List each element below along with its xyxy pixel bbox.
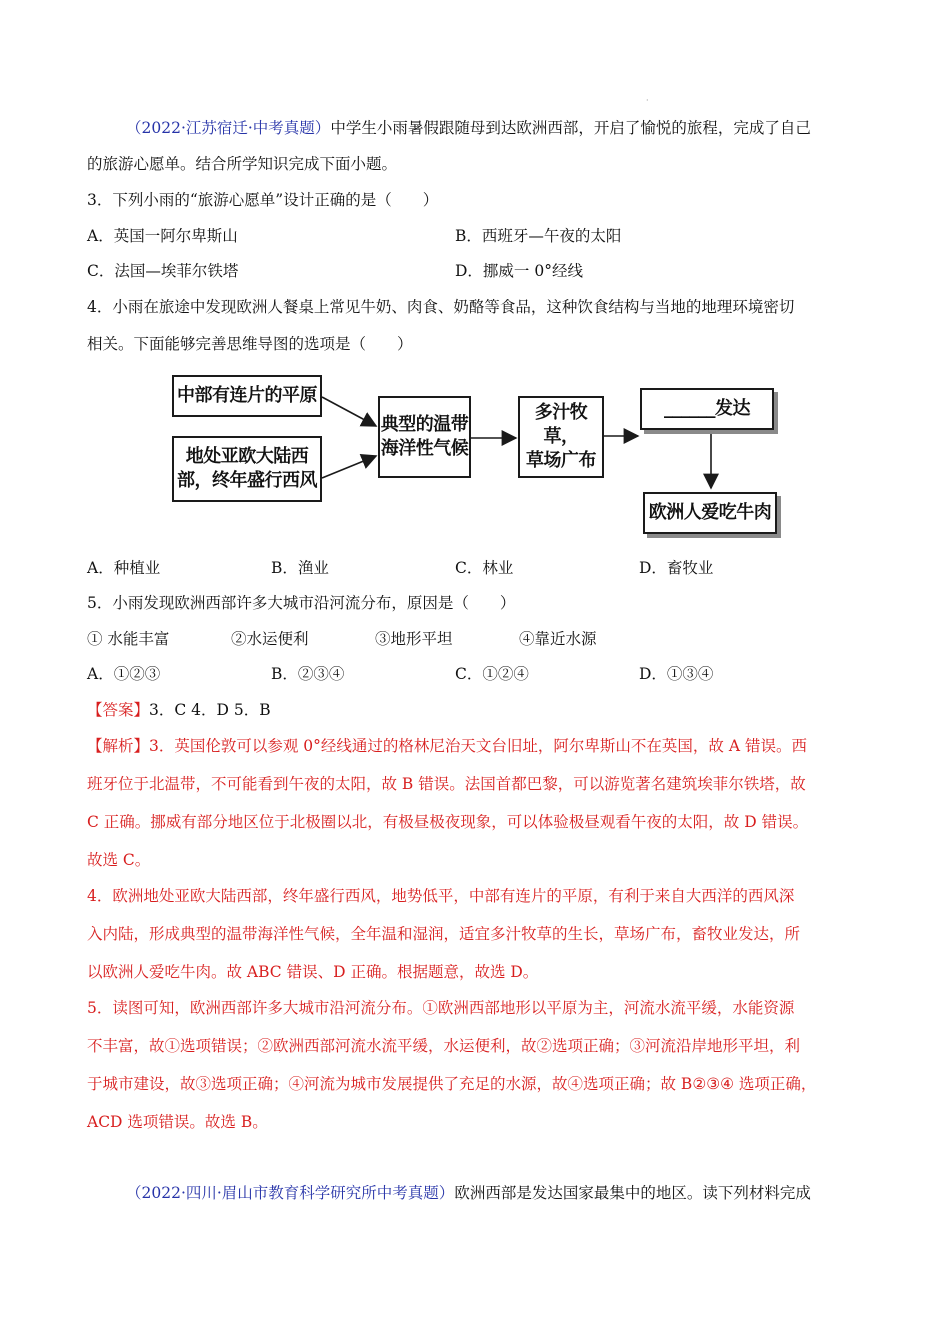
q5-option-d: D．①③④: [639, 665, 714, 683]
analysis-label: 【解析】: [87, 737, 150, 755]
box-climate-line1: 典型的温带: [380, 414, 469, 435]
analysis-line-10: 于城市建设，故③选项正确；④河流为城市发展提供了充足的水源，故④选项正确；故 B②③④ 选项正确，: [87, 1075, 817, 1093]
q3-option-a: A．英国一阿尔卑斯山: [87, 227, 238, 245]
q4-option-c: C．林业: [455, 559, 514, 577]
analysis-line-9: 不丰富，故①选项错误；②欧洲西部河流水流平缓，水运便利，故②选项正确；③河流沿岸地形平坦，利: [87, 1037, 801, 1055]
analysis-line-7: 以欧洲人爱吃牛肉。故 ABC 错误、D 正确。根据题意，故选 D。: [87, 963, 539, 981]
stray-dot: ·: [646, 96, 649, 105]
answer-line: [87, 699, 271, 721]
q5-option-a: A．①②③: [87, 665, 161, 683]
box-west-line2: 部，终年盛行西风: [177, 470, 317, 491]
diagram-arrows: [0, 0, 950, 560]
box-climate-line2: 海洋性气候: [380, 438, 469, 459]
q5-stem: 5．小雨发现欧洲西部许多大城市沿河流分布，原因是（ ）: [87, 594, 516, 612]
q5-option-b: B．②③④: [271, 665, 345, 683]
analysis-line-2: 班牙位于北温带，不可能看到午夜的太阳，故 B 错误。法国首都巴黎，可以游览著名建筑埃菲尔铁塔，故: [87, 775, 806, 793]
q5-item-4: ④靠近水源: [519, 630, 597, 648]
analysis-line-4: 故选 C。: [87, 851, 151, 869]
answer-text: 3．C 4．D 5．B: [149, 701, 271, 719]
intro2-line: [126, 1182, 811, 1204]
box-blank: ______发达: [640, 388, 774, 430]
q4-stem-line1: 4．小雨在旅途中发现欧洲人餐桌上常见牛奶、肉食、奶酪等食品，这种饮食结构与当地的地理环境密切: [87, 298, 795, 316]
q4-option-d: D．畜牧业: [639, 559, 714, 577]
box-beef: 欧洲人爱吃牛肉: [643, 492, 777, 534]
arrow-west-to-climate: [322, 456, 376, 478]
q4-stem-line2: 相关。下面能够完善思维导图的选项是（ ）: [87, 335, 413, 353]
analysis-line-8: 5．读图可知，欧洲西部许多大城市沿河流分布。①欧洲西部地形以平原为主，河流水流平缓，水能资源: [87, 999, 795, 1017]
q5-option-c: C．①②④: [455, 665, 529, 683]
analysis-line-5: 4．欧洲地处亚欧大陆西部，终年盛行西风，地势低平，中部有连片的平原，有利于来自大西洋的西风深: [87, 887, 795, 905]
box-climate: [378, 396, 471, 478]
intro1-text-line1: 中学生小雨暑假跟随母到达欧洲西部，开启了愉悦的旅程，完成了自己: [330, 119, 811, 137]
intro2-text: 欧洲西部是发达国家最集中的地区。读下列材料完成: [454, 1184, 811, 1202]
analysis-line-1: [87, 735, 807, 757]
q5-item-1: ① 水能丰富: [87, 630, 170, 648]
box-plain: 中部有连片的平原: [172, 375, 322, 417]
intro2-source: （2022·四川·眉山市教育科学研究所中考真题）: [126, 1184, 455, 1202]
q5-item-2: ②水运便利: [231, 630, 309, 648]
arrow-plain-to-climate: [322, 397, 376, 426]
q3-option-d: D．挪威一 0°经线: [455, 262, 583, 280]
box-west: [172, 436, 322, 502]
q5-item-3: ③地形平坦: [375, 630, 453, 648]
q3-stem: 3．下列小雨的“旅游心愿单”设计正确的是（ ）: [87, 191, 439, 209]
box-grass-line1: 多汁牧草，: [534, 402, 588, 447]
intro1-source: （2022·江苏宿迁·中考真题）: [126, 119, 331, 137]
q4-option-a: A．种植业: [87, 559, 161, 577]
box-west-line1: 地处亚欧大陆西: [185, 446, 309, 467]
analysis-line-6: 入内陆，形成典型的温带海洋性气候，全年温和湿润，适宜多汁牧草的生长，草场广布，畜牧业发达，所: [87, 925, 801, 943]
analysis-text-1: 3．英国伦敦可以参观 0°经线通过的格林尼治天文台旧址，阿尔卑斯山不在英国，故 A 错误。西: [149, 737, 807, 755]
q4-option-b: B．渔业: [271, 559, 329, 577]
analysis-line-3: C 正确。挪威有部分地区位于北极圈以北，有极昼极夜现象，可以体验极昼观看午夜的太阳，故 D 错误。: [87, 813, 809, 831]
q3-option-c: C．法国—埃菲尔铁塔: [87, 262, 239, 280]
intro1-text-line2: 的旅游心愿单。结合所学知识完成下面小题。: [87, 155, 398, 173]
answer-label: 【答案】: [87, 701, 150, 719]
box-grass: [518, 396, 604, 478]
q3-option-b: B．西班牙—午夜的太阳: [455, 227, 622, 245]
analysis-line-11: ACD 选项错误。故选 B。: [87, 1113, 268, 1131]
box-grass-line2: 草场广布: [526, 450, 596, 471]
